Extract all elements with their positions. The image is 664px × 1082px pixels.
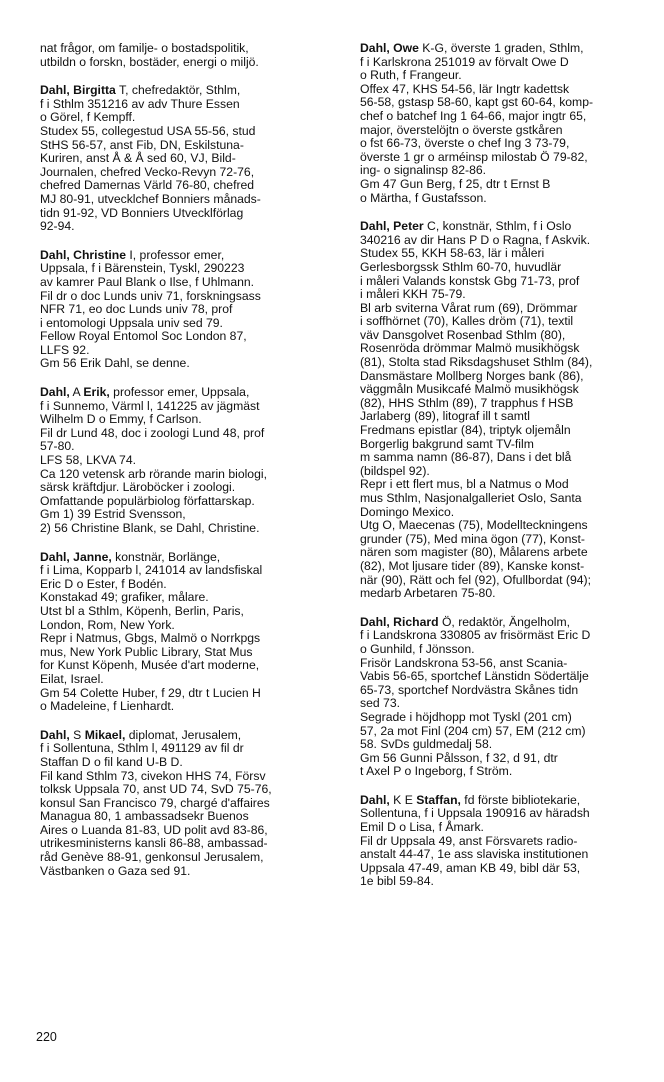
- entry-text: NFR 71, eo doc Lunds univ 78, prof: [40, 302, 233, 317]
- entry-line: [360, 410, 652, 424]
- entry-text: Wilhelm D o Emmy, f Carlson.: [40, 412, 202, 427]
- entry-text: 57, 2a mot Finl (204 cm) 57, EM (212 cm): [360, 723, 586, 738]
- entry-line: [360, 288, 652, 302]
- entry-line: [360, 261, 652, 275]
- entry-text: 1e bibl 59-84.: [360, 874, 434, 889]
- biography-entry: [360, 794, 652, 889]
- entry-text: o Görel, f Kempff.: [40, 110, 136, 125]
- entry-line: [360, 424, 652, 438]
- entry-text: LLFS 92.: [40, 342, 90, 357]
- entry-text: 57-80.: [40, 439, 75, 454]
- biography-entry: [40, 249, 332, 371]
- entry-text: tidn 91-92, VD Bonniers Utvecklförlag: [40, 205, 244, 220]
- entry-line: [360, 862, 652, 876]
- entry-line: [40, 303, 332, 317]
- entry-text: Studex 55, KKH 58-63, lär i måleri: [360, 246, 545, 261]
- entry-text: medarb Arbetaren 75-80.: [360, 586, 496, 601]
- entry-line: [360, 164, 652, 178]
- entry-text: Gm 56 Gunni Pålsson, f 32, d 91, dtr: [360, 750, 558, 765]
- entry-line: [360, 451, 652, 465]
- entry-line: [40, 551, 332, 565]
- entry-line: [40, 400, 332, 414]
- entry-line: [40, 220, 332, 234]
- entry-text: överste 1 gr o arméinsp milostab Ö 79-82,: [360, 149, 588, 164]
- entry-line: [360, 356, 652, 370]
- entry-line: [360, 96, 652, 110]
- entry-line: [40, 508, 332, 522]
- entry-line: [360, 220, 652, 234]
- biography-entry: [360, 42, 652, 205]
- entry-line: [40, 865, 332, 879]
- entry-text: Utst bl a Sthlm, Köpenh, Berlin, Paris,: [40, 603, 244, 618]
- entry-text: I, professor emer,: [126, 247, 225, 262]
- entry-text: Bl arb sviterna Vårat rum (69), Drömmar: [360, 300, 578, 315]
- entry-line: [40, 700, 332, 714]
- entry-text: S: [69, 727, 85, 742]
- entry-text: o Märtha, f Gustafsson.: [360, 190, 487, 205]
- entry-line: [360, 56, 652, 70]
- entry-text: Eilat, Israel.: [40, 671, 104, 686]
- entry-text: f i Sollentuna, Sthlm l, 491129 av fil dr: [40, 741, 244, 756]
- right-column: [360, 42, 652, 904]
- entry-line: [360, 178, 652, 192]
- entry-line: [40, 632, 332, 646]
- entry-line: [360, 137, 652, 151]
- entry-line: [40, 522, 332, 536]
- entry-line: [40, 687, 332, 701]
- entry-line: [40, 591, 332, 605]
- biography-entry: [360, 220, 652, 601]
- entry-text: av kamrer Paul Blank o Ilse, f Uhlmann.: [40, 274, 255, 289]
- entry-line: [40, 729, 332, 743]
- entry-text: anstalt 44-47, 1e ass slaviska institutionen: [360, 847, 589, 862]
- entry-line: [40, 344, 332, 358]
- entry-line: [40, 454, 332, 468]
- entry-text: 58. SvDs guldmedalj 58.: [360, 737, 493, 752]
- entry-text: Fellow Royal Entomol Soc London 87,: [40, 329, 247, 344]
- biography-entry: [360, 616, 652, 779]
- entry-line: [360, 574, 652, 588]
- entry-text: Fredmans epistlar (84), triptyk oljemåln: [360, 423, 571, 438]
- entry-line: [360, 821, 652, 835]
- entry-text: C, konstnär, Sthlm, f i Oslo: [423, 219, 572, 234]
- entry-text: Dansmästare Mollberg Norges bank (86),: [360, 368, 584, 383]
- entry-text: Rosenröda drömmar Malmö musikhögsk: [360, 341, 580, 356]
- entry-text: T, chefredaktör, Sthlm,: [115, 83, 241, 98]
- entry-line: [360, 83, 652, 97]
- entry-name: Dahl, Richard: [360, 614, 439, 629]
- entry-text: Gm 54 Colette Huber, f 29, dtr t Lucien H: [40, 685, 261, 700]
- entry-line: [40, 673, 332, 687]
- entry-text: nären som magister (80), Målarens arbete: [360, 545, 588, 560]
- entry-line: [360, 124, 652, 138]
- entry-text: K E: [389, 792, 417, 807]
- entry-line: [360, 247, 652, 261]
- entry-name: Dahl,: [40, 727, 70, 742]
- entry-line: [40, 317, 332, 331]
- entry-text: Managua 80, 1 ambassadsekr Buenos: [40, 809, 249, 824]
- entry-line: [40, 797, 332, 811]
- entry-text: o Madeleine, f Lienhardt.: [40, 699, 175, 714]
- entry-text: K-G, överste 1 graden, Sthlm,: [418, 41, 584, 55]
- entry-line: [40, 207, 332, 221]
- entry-line: [40, 193, 332, 207]
- entry-line: [40, 468, 332, 482]
- entry-line: [40, 111, 332, 125]
- entry-text: 2) 56 Christine Blank, se Dahl, Christine.: [40, 521, 260, 535]
- entry-text: Emil D o Lisa, f Åmark.: [360, 820, 484, 835]
- entry-line: [40, 166, 332, 180]
- left-column: [40, 42, 332, 893]
- entry-line: [40, 440, 332, 454]
- entry-line: [40, 578, 332, 592]
- entry-text: 340216 av dir Hans P D o Ragna, f Askvik.: [360, 232, 591, 247]
- entry-text: i soffhörnet (70), Kalles dröm (71), textil: [360, 314, 574, 329]
- entry-text: (81), Stolta stad Riksdagshuset Sthlm (84),: [360, 355, 593, 370]
- entry-text: A: [69, 385, 84, 400]
- entry-text: Repr i Natmus, Gbgs, Malmö o Norrkpgs: [40, 631, 261, 646]
- entry-line: [360, 302, 652, 316]
- entry-text: nat frågor, om familje- o bostadspolitik,: [40, 41, 249, 55]
- entry-text: 92-94.: [40, 219, 75, 234]
- entry-text: Domingo Mexico.: [360, 504, 455, 519]
- entry-text: Gm 47 Gun Berg, f 25, dtr t Ernst B: [360, 176, 551, 191]
- entry-text: konsul San Francisco 79, chargé d'affaires: [40, 795, 270, 810]
- entry-line: [360, 478, 652, 492]
- entry-line: [40, 42, 332, 56]
- entry-line: [40, 810, 332, 824]
- entry-line: [360, 151, 652, 165]
- entry-text: Uppsala 47-49, aman KB 49, bibl där 53,: [360, 860, 581, 875]
- entry-text: Konstakad 49; grafiker, målare.: [40, 590, 209, 605]
- entry-text: f i Karlskrona 251019 av förvalt Owe D: [360, 54, 569, 69]
- entry-line: [360, 835, 652, 849]
- entry-text: London, Rom, New York.: [40, 617, 175, 632]
- entry-text: t Axel P o Ingeborg, f Ström.: [360, 764, 513, 779]
- entry-text: Staffan D o fil kand U-B D.: [40, 754, 183, 769]
- entry-line: [40, 330, 332, 344]
- entry-text: o fst 66-73, överste o chef Ing 3 73-79,: [360, 136, 570, 151]
- entry-text: f i Sthlm 351216 av adv Thure Essen: [40, 96, 240, 111]
- entry-text: väggmåln Musikcafé Malmö musikhögsk: [360, 382, 579, 397]
- entry-line: [40, 262, 332, 276]
- entry-line: [40, 564, 332, 578]
- entry-name: Dahl, Christine: [40, 247, 127, 262]
- entry-line: [360, 616, 652, 630]
- entry-name: Dahl, Birgitta: [40, 83, 116, 98]
- entry-text: Gm 1) 39 Estrid Svensson,: [40, 507, 186, 522]
- entry-line: [40, 249, 332, 263]
- entry-text: major, överstelöjtn o överste gstkåren: [360, 122, 563, 137]
- entry-text: Journalen, chefred Vecko-Revyn 72-76,: [40, 164, 255, 179]
- entry-line: [40, 290, 332, 304]
- entry-name: Dahl,: [360, 792, 390, 807]
- entry-line: [40, 56, 332, 70]
- entry-line: [360, 370, 652, 384]
- entry-text: i måleri Valands konstsk Gbg 71-73, prof: [360, 273, 580, 288]
- entry-line: [360, 711, 652, 725]
- entry-line: [360, 560, 652, 574]
- entry-text: råd Genève 88-91, genkonsul Jerusalem,: [40, 850, 264, 865]
- entry-text: ing- o signalinsp 82-86.: [360, 163, 487, 178]
- entry-text: f i Sunnemo, Värml l, 141225 av jägmäst: [40, 398, 260, 413]
- entry-text: f i Landskrona 330805 av frisörmäst Eric D: [360, 628, 591, 643]
- entry-line: [360, 315, 652, 329]
- entry-text: Västbanken o Gaza sed 91.: [40, 863, 191, 878]
- biography-entry: [40, 551, 332, 714]
- entry-line: [40, 851, 332, 865]
- entry-line: [360, 234, 652, 248]
- entry-text: väv Dansgolvet Rosenbad Sthlm (80),: [360, 327, 566, 342]
- entry-line: [40, 837, 332, 851]
- entry-name: Erik,: [83, 385, 110, 400]
- entry-line: [40, 427, 332, 441]
- biography-entry: [40, 42, 332, 69]
- entry-text: Offex 47, KHS 54-56, lär Ingtr kadettsk: [360, 81, 570, 96]
- entry-text: chef o batchef Ing 1 64-66, major ingtr 65,: [360, 108, 587, 123]
- entry-line: [360, 69, 652, 83]
- entry-line: [40, 756, 332, 770]
- entry-text: Sollentuna, f i Uppsala 190916 av häradsh: [360, 806, 590, 821]
- entry-line: [40, 125, 332, 139]
- entry-line: [40, 179, 332, 193]
- entry-text: mus Sthlm, Nasjonalgalleriet Oslo, Santa: [360, 491, 582, 505]
- entry-text: Vabis 56-65, sportchef Länstidn Södertälje: [360, 669, 589, 684]
- entry-line: [40, 481, 332, 495]
- entry-line: [360, 697, 652, 711]
- entry-text: Fil kand Sthlm 73, civekon HHS 74, Försv: [40, 768, 266, 783]
- entry-text: MJ 80-91, utvecklchef Bonniers månads-: [40, 191, 261, 206]
- entry-line: [40, 357, 332, 371]
- entry-text: f i Lima, Kopparb l, 241014 av landsfiskal: [40, 563, 263, 578]
- entry-text: for Kunst Köpenh, Musée d'art moderne,: [40, 658, 260, 673]
- entry-line: [40, 98, 332, 112]
- entry-line: [40, 413, 332, 427]
- entry-line: [360, 465, 652, 479]
- entry-text: Jarlaberg (89), litograf ill t samtl: [360, 409, 531, 424]
- entry-text: (bildspel 92).: [360, 463, 430, 478]
- entry-text: 56-58, gstasp 58-60, kapt gst 60-64, komp-: [360, 95, 594, 110]
- entry-text: Ö, redaktör, Ängelholm,: [438, 614, 570, 629]
- entry-text: (82), HHS Sthlm (89), 7 trapphus f HSB: [360, 395, 574, 410]
- entry-line: [40, 659, 332, 673]
- entry-text: 65-73, sportchef Nordvästra Skånes tidn: [360, 682, 579, 697]
- entry-line: [40, 84, 332, 98]
- entry-name: Dahl, Peter: [360, 219, 424, 234]
- entry-text: tolksk Uppsala 70, anst UD 74, SvD 75-76,: [40, 782, 272, 797]
- entry-line: [360, 765, 652, 779]
- entry-text: Omfattande populärbiolog författarskap.: [40, 493, 255, 508]
- entry-line: [360, 329, 652, 343]
- biography-entry: [40, 729, 332, 879]
- entry-text: Borgerlig bakgrund samt TV-film: [360, 436, 534, 451]
- entry-text: konstnär, Borlänge,: [111, 549, 221, 564]
- entry-text: Frisör Landskrona 53-56, anst Scania-: [360, 655, 568, 670]
- entry-text: LFS 58, LKVA 74.: [40, 453, 136, 468]
- entry-line: [360, 848, 652, 862]
- entry-line: [360, 629, 652, 643]
- entry-line: [360, 506, 652, 520]
- biography-entry: [40, 386, 332, 536]
- entry-text: Ca 120 vetensk arb rörande marin biologi,: [40, 466, 267, 481]
- entry-text: Aires o Luanda 81-83, UD polit avd 83-86,: [40, 822, 268, 837]
- entry-text: Repr i ett flert mus, bl a Natmus o Mod: [360, 477, 569, 492]
- entry-line: [40, 646, 332, 660]
- entry-text: när (90), Rätt och fel (92), Ofullbordat (94);: [360, 572, 591, 587]
- entry-text: Fil dr o doc Lunds univ 71, forskningsass: [40, 288, 261, 303]
- entry-line: [360, 752, 652, 766]
- entry-text: Uppsala, f i Bärenstein, Tyskl, 290223: [40, 261, 245, 276]
- entry-line: [40, 770, 332, 784]
- entry-line: [40, 742, 332, 756]
- entry-line: [360, 643, 652, 657]
- entry-line: [360, 383, 652, 397]
- entry-line: [360, 533, 652, 547]
- entry-name: Dahl, Janne,: [40, 549, 112, 564]
- entry-line: [40, 386, 332, 400]
- entry-line: [360, 875, 652, 889]
- entry-line: [360, 110, 652, 124]
- entry-line: [40, 152, 332, 166]
- entry-line: [360, 794, 652, 808]
- entry-line: [360, 492, 652, 506]
- entry-line: [360, 587, 652, 601]
- entry-text: sed 73.: [360, 696, 400, 711]
- entry-text: Utg O, Maecenas (75), Modellteckningens: [360, 518, 588, 533]
- biography-entry: [40, 84, 332, 234]
- entry-line: [360, 738, 652, 752]
- entry-text: (82), Mot ljusare tider (89), Kanske konst-: [360, 558, 585, 573]
- page-number: 220: [36, 1030, 57, 1044]
- entry-text: grunder (75), Med mina ögon (77), Konst-: [360, 531, 585, 546]
- entry-text: i måleri KKH 75-79.: [360, 287, 466, 302]
- entry-line: [360, 657, 652, 671]
- entry-line: [40, 605, 332, 619]
- entry-text: Fil dr Uppsala 49, anst Försvarets radio-: [360, 833, 578, 848]
- entry-text: Gm 56 Erik Dahl, se denne.: [40, 356, 190, 371]
- entry-text: diplomat, Jerusalem,: [125, 727, 242, 742]
- entry-text: Gerlesborgssk Sthlm 60-70, huvudlär: [360, 259, 562, 274]
- entry-name: Dahl,: [40, 385, 70, 400]
- entry-text: särsk kräftdjur. Läroböcker i zoologi.: [40, 480, 236, 495]
- entry-text: o Ruth, f Frangeur.: [360, 68, 462, 83]
- entry-line: [360, 397, 652, 411]
- entry-line: [360, 725, 652, 739]
- entry-text: professor emer, Uppsala,: [109, 385, 250, 400]
- entry-text: Fil dr Lund 48, doc i zoologi Lund 48, prof: [40, 425, 265, 440]
- entry-line: [360, 670, 652, 684]
- entry-text: Eric D o Ester, f Bodén.: [40, 576, 167, 591]
- entry-line: [360, 684, 652, 698]
- entry-line: [40, 619, 332, 633]
- entry-text: utbildn o forskn, bostäder, energi o miljö.: [40, 54, 259, 69]
- entry-text: m samma namn (86-87), Dans i det blå: [360, 450, 572, 465]
- entry-text: fd förste bibliotekarie,: [460, 792, 581, 807]
- entry-text: mus, New York Public Library, Stat Mus: [40, 644, 253, 659]
- entry-name: Dahl, Owe: [360, 41, 419, 55]
- entry-text: o Gunhild, f Jönsson.: [360, 641, 475, 656]
- entry-text: chefred Damernas Värld 76-80, chefred: [40, 178, 255, 193]
- entry-text: Kuriren, anst Å & Å sed 60, VJ, Bild-: [40, 151, 236, 166]
- entry-line: [40, 824, 332, 838]
- entry-text: i entomologi Uppsala univ sed 79.: [40, 315, 223, 330]
- entry-line: [40, 495, 332, 509]
- entry-line: [360, 438, 652, 452]
- entry-line: [360, 519, 652, 533]
- entry-name: Staffan,: [416, 792, 461, 807]
- entry-text: StHS 56-57, anst Fib, DN, Eskilstuna-: [40, 137, 244, 152]
- entry-line: [360, 342, 652, 356]
- entry-line: [360, 192, 652, 206]
- entry-name: Mikael,: [84, 727, 126, 742]
- entry-line: [360, 42, 652, 56]
- entry-line: [40, 276, 332, 290]
- entry-line: [360, 275, 652, 289]
- entry-text: Studex 55, collegestud USA 55-56, stud: [40, 123, 256, 138]
- entry-line: [360, 546, 652, 560]
- entry-text: utrikesministerns kansli 86-88, ambassad-: [40, 836, 268, 851]
- entry-line: [40, 783, 332, 797]
- entry-text: Segrade i höjdhopp mot Tyskl (201 cm): [360, 709, 572, 724]
